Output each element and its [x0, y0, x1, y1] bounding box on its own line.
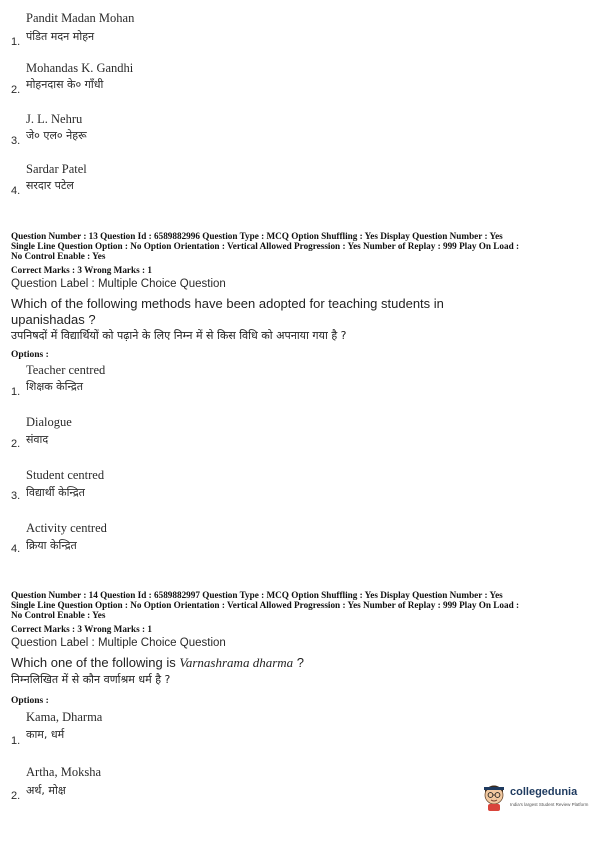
q14-option-1-english: Kama, Dharma [26, 710, 103, 724]
q13-meta-line-3: No Control Enable : Yes [11, 251, 106, 261]
q13-option-3-english: Student centred [26, 468, 105, 482]
option-3-hindi: जे० एल० नेहरू [26, 129, 87, 142]
collegedunia-watermark [480, 780, 592, 816]
option-1-hindi: पंडित मदन मोहन [26, 30, 95, 43]
q14-option-2-hindi: अर्थ, मोक्ष [26, 784, 66, 797]
option-3-english: J. L. Nehru [26, 112, 83, 126]
q13-option-2-english: Dialogue [26, 415, 72, 429]
q13-option-2-hindi: संवाद [26, 433, 49, 446]
q14-text-english [11, 655, 304, 671]
q13-option-4-hindi: क्रिया केन्द्रित [26, 539, 77, 552]
option-2-hindi: मोहनदास के० गाँधी [26, 78, 104, 91]
q13-meta-line-2: Single Line Question Option : No Option Orientation : Vertical Allowed Progression : Yes Number of Replay : 999 Play On Load : [11, 241, 520, 251]
option-1-number: 1. [11, 36, 21, 48]
q13-option-1-hindi: शिक्षक केन्द्रित [26, 380, 83, 393]
q13-option-1-english: Teacher centred [26, 363, 106, 377]
option-4-number: 4. [11, 185, 21, 197]
q14-text-emphasis: Varnashrama dharma [179, 655, 294, 670]
q14-marks: Correct Marks : 3 Wrong Marks : 1 [11, 624, 152, 634]
option-2-number: 2. [11, 84, 21, 96]
q13-option-2-number: 2. [11, 438, 21, 450]
q14-option-2-english: Artha, Moksha [26, 765, 101, 779]
option-3-number: 3. [11, 135, 21, 147]
q14-meta-line-3: No Control Enable : Yes [11, 610, 106, 620]
q13-text-english-line-1: Which of the following methods have been adopted for teaching students in [11, 296, 444, 311]
q14-meta-line-1: Question Number : 14 Question Id : 6589882997 Question Type : MCQ Option Shuffling : Yes Display Question Number : Yes [11, 590, 503, 600]
q13-option-1-number: 1. [11, 386, 21, 398]
watermark-tagline: India's largest Student Review Platform [510, 802, 589, 807]
student-mascot-icon [480, 782, 508, 812]
option-2-english: Mohandas K. Gandhi [26, 61, 134, 75]
q14-meta-line-2: Single Line Question Option : No Option Orientation : Vertical Allowed Progression : Yes Number of Replay : 999 Play On Load : [11, 600, 520, 610]
q14-options-heading: Options : [11, 696, 49, 706]
q13-marks: Correct Marks : 3 Wrong Marks : 1 [11, 265, 152, 275]
q13-option-3-hindi: विद्यार्थी केन्द्रित [26, 486, 85, 499]
q14-option-2-number: 2. [11, 790, 21, 802]
q14-text-hindi: निम्नलिखित में से कौन वर्णाश्रम धर्म है ? [11, 673, 171, 686]
option-4-english: Sardar Patel [26, 162, 87, 176]
q13-option-4-english: Activity centred [26, 521, 107, 535]
q13-question-label: Question Label : Multiple Choice Question [11, 278, 226, 290]
q13-text-hindi: उपनिषदों में विद्यार्थियों को पढ़ाने के लिए निम्न में से किस विधि को अपनाया गया है ? [11, 329, 347, 342]
q14-text-pre: Which one of the following is [11, 655, 180, 670]
q13-option-4-number: 4. [11, 543, 21, 555]
q13-text-english-line-2: upanishadas ? [11, 312, 96, 327]
q14-text-post: ? [293, 655, 304, 670]
q14-option-1-hindi: काम, धर्म [26, 728, 65, 741]
watermark-brand-name: collegedunia [510, 786, 578, 798]
option-4-hindi: सरदार पटेल [26, 179, 74, 192]
q13-option-3-number: 3. [11, 490, 21, 502]
q14-option-1-number: 1. [11, 735, 21, 747]
option-1-english: Pandit Madan Mohan [26, 11, 135, 25]
q13-options-heading: Options : [11, 350, 49, 360]
q14-question-label: Question Label : Multiple Choice Question [11, 637, 226, 649]
q13-meta-line-1: Question Number : 13 Question Id : 6589882996 Question Type : MCQ Option Shuffling : Yes Display Question Number : Yes [11, 231, 503, 241]
